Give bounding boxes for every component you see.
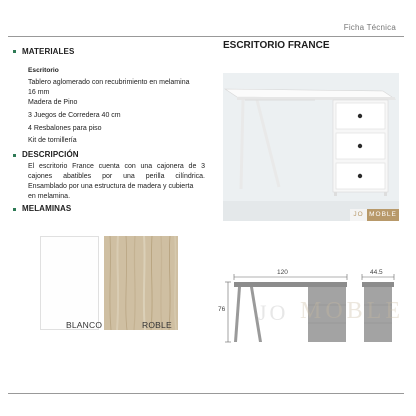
product-title: ESCRITORIO FRANCE	[223, 40, 330, 51]
header-label: Ficha Técnica	[343, 23, 396, 32]
swatch-roble	[104, 236, 178, 330]
melaminas-title: MELAMINAS	[22, 204, 72, 213]
materiales-subtitle: Escritorio	[28, 67, 59, 74]
dimension-width: 120	[277, 269, 288, 276]
desk-dimension-icon	[222, 262, 406, 392]
materiales-item: 16 mm	[28, 89, 50, 96]
swatch-label-roble: ROBLE	[142, 320, 172, 330]
descripcion-line: Ensamblado por una estructura de madera y cubierta	[28, 183, 194, 190]
logo-jo: JO	[350, 209, 367, 221]
header-divider	[8, 36, 404, 37]
swatch-blanco	[40, 236, 99, 330]
dimension-depth: 44.5	[370, 269, 383, 276]
descripcion-line: en melamina.	[28, 193, 71, 200]
footer-divider	[8, 393, 404, 394]
bullet-icon	[13, 154, 16, 157]
product-photo	[223, 73, 399, 221]
watermark-moble: MOBLE	[300, 298, 404, 324]
materiales-item: Tablero aglomerado con recubrimiento en melamina	[28, 79, 190, 86]
dimension-height: 76	[218, 306, 226, 313]
bullet-icon	[13, 208, 16, 211]
descripcion-line: El escritorio France cuenta con una cajonera de 3	[28, 163, 205, 170]
watermark-jo: JO	[258, 300, 289, 325]
materiales-item: Kit de tornillería	[28, 137, 77, 144]
swatch-label-blanco: BLANCO	[66, 320, 103, 330]
desk-illustration-icon	[223, 73, 399, 221]
materiales-title: MATERIALES	[22, 47, 75, 56]
bullet-icon	[13, 50, 16, 53]
descripcion-line: cajones abatibles por una perilla cilíndrica.	[28, 173, 205, 180]
dimension-drawing	[222, 262, 406, 392]
oak-texture-icon	[104, 236, 178, 330]
descripcion-title: DESCRIPCIÓN	[22, 150, 79, 159]
logo-moble: MOBLE	[367, 209, 399, 221]
materiales-item: 3 Juegos de Corredera 40 cm	[28, 112, 121, 119]
materiales-item: Madera de Pino	[28, 99, 78, 106]
materiales-item: 4 Resbalones para piso	[28, 125, 102, 132]
